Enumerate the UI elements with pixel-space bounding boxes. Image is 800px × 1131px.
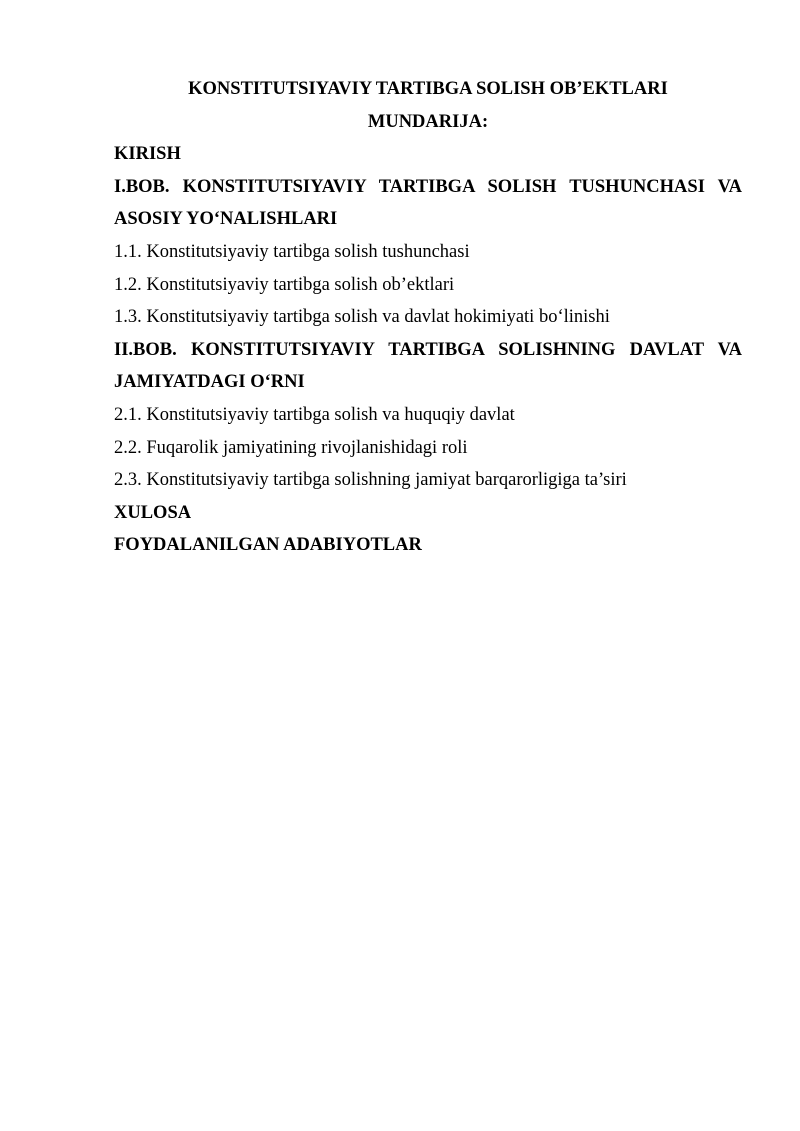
toc-heading: MUNDARIJA:: [367, 111, 489, 132]
toc-section-2-3: 2.3. Konstitutsiyaviy tartibga solishning jamiyat barqarorligiga ta’siri: [114, 470, 627, 491]
toc-section-2-2: 2.2. Fuqarolik jamiyatining rivojlanishidagi roli: [114, 437, 468, 458]
toc-section-1-1: 1.1. Konstitutsiyaviy tartibga solish tushunchasi: [114, 241, 470, 262]
toc-chapter-2-title-line-2: JAMIYATDAGI O‘RNI: [114, 372, 305, 393]
toc-item-conclusion: XULOSA: [114, 502, 192, 523]
toc-chapter-1-title-line-1: I.BOB. KONSTITUTSIYAVIY TARTIBGA SOLISH TUSHUNCHASI VA: [114, 176, 742, 197]
document-page: [114, 73, 742, 562]
document-title: KONSTITUTSIYAVIY TARTIBGA SOLISH OB’EKTLARI: [188, 79, 668, 99]
toc-item-references: FOYDALANILGAN ADABIYOTLAR: [114, 535, 422, 556]
toc-item-intro: KIRISH: [114, 144, 181, 165]
toc-chapter-2-title-line-1: II.BOB. KONSTITUTSIYAVIY TARTIBGA SOLISHNING DAVLAT VA: [114, 339, 742, 360]
toc-section-2-1: 2.1. Konstitutsiyaviy tartibga solish va huquqiy davlat: [114, 404, 515, 425]
toc-chapter-1-title-line-2: ASOSIY YO‘NALISHLARI: [114, 209, 338, 230]
toc-section-1-2: 1.2. Konstitutsiyaviy tartibga solish ob’ektlari: [114, 274, 455, 295]
toc-section-1-3: 1.3. Konstitutsiyaviy tartibga solish va davlat hokimiyati bo‘linishi: [114, 307, 610, 328]
